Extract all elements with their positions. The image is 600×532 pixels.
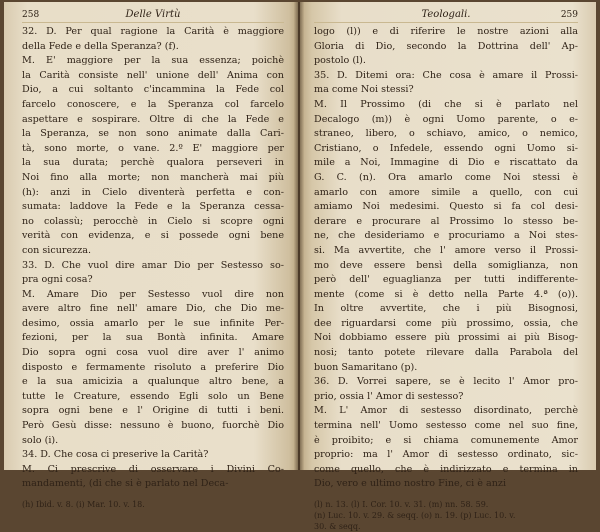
text-line: desimo, ossia amarlo per le sue infinite Per- <box>22 317 284 329</box>
text-line: tutte le Creature, essendo Egli solo un Bene <box>22 390 284 402</box>
text-line: avere altro fine nell' amare Dio, che Dio me- <box>22 303 284 315</box>
text-line: mandamenti, (di che si è parlato nel Deca- <box>22 478 229 490</box>
text-line: Noi fino alla morte; non mancherà mai più <box>22 171 284 183</box>
left-footnotes <box>22 499 284 510</box>
text-line: Decalogo (m)) è ogni Uomo parente, o e- <box>314 113 578 125</box>
book-gutter <box>294 2 304 470</box>
text-line: amiamo Noi medesimi. Questo si fa col desi- <box>314 201 578 213</box>
text-line: della Fede e della Speranza? (f). <box>22 40 179 52</box>
text-line: pra ogni cosa? <box>22 274 93 286</box>
text-line: straneo, libero, o schiavo, amico, o nemico, <box>314 128 578 140</box>
right-page-header <box>314 8 578 23</box>
text-line: M. Amare Dio per Sestesso vuol dire non <box>22 288 284 300</box>
footnote-line: (h) Ibid. v. 8. (i) Mar. 10. v. 18. <box>22 500 145 509</box>
text-line: la Carità consiste nell' unione dell' Anima con <box>22 69 284 81</box>
text-line: derare e procurare al Prossimo lo stesso be- <box>314 215 578 227</box>
text-line: Però Gesù disse: nessuno è buono, fuorchè Dio <box>22 420 284 432</box>
text-line: buon Samaritano (p). <box>314 361 418 373</box>
text-line: sopra ogni bene e l' Origine di tutti i beni. <box>22 405 284 417</box>
text-line: proprio: ma l' Amor di sestesso ordinato, sic- <box>314 449 578 461</box>
text-line: Dio, a cui soltanto c'incammina la Fede col <box>22 84 284 96</box>
text-line: Gloria di Dio, secondo la Dottrina dell' Ap- <box>314 40 578 52</box>
text-line: Dio, vero e ultimo nostro Fine, ci è anzi <box>314 478 507 490</box>
text-line: farcelo conoscere, e la Speranza col farcelo <box>22 98 284 110</box>
right-page <box>300 2 596 531</box>
text-line: mo deve essere bensì della somiglianza, non <box>314 259 578 271</box>
left-page-header <box>22 8 284 23</box>
text-line: M. E' maggiore per la sua essenza; poichè <box>22 55 284 67</box>
text-line: come quello, che è indirizzato e termina in <box>314 463 578 475</box>
text-line: mente (come si è detto nella Parte 4.ª (o)). <box>314 288 578 300</box>
text-line: no colassù; perocchè in Cielo si scopre ogni <box>22 215 284 227</box>
left-footnote-rule <box>22 496 284 497</box>
text-line: 33. D. Che vuol dire amar Dio per Sestesso so- <box>22 259 284 271</box>
text-line: M. L' Amor di sestesso disordinato, perchè <box>314 405 578 417</box>
right-page-body <box>314 25 578 492</box>
text-line: ma come Noi stessi? <box>314 84 414 96</box>
text-line: è proibito; e si chiama comunemente Amor <box>314 434 578 446</box>
text-line: 36. D. Vorrei sapere, se è lecito l' Amor pro- <box>314 376 578 388</box>
text-line: fezioni, per la sua Bontà infinita. Amare <box>22 332 284 344</box>
left-running-title: Delle Virtù <box>125 9 181 20</box>
text-line: M. Ci prescrive di osservare i Divini Co- <box>22 463 284 475</box>
text-line: amarlo con amore simile a quello, con cui <box>314 186 578 198</box>
footnote-line: 30. & seqq. <box>314 522 361 531</box>
text-line: 35. D. Ditemi ora: Che cosa è amare il Prossi- <box>314 69 578 81</box>
text-line: con sicurezza. <box>22 244 92 256</box>
text-line: M. Il Prossimo (di che si è parlato nel <box>314 98 578 110</box>
text-line: In oltre avvertite, che i più Bisognosi, <box>314 303 578 315</box>
text-line: verità con evidenza, e si possede ogni bene <box>22 230 284 242</box>
text-line: e la sua amicizia a qualunque altro bene, a <box>22 376 284 388</box>
text-line: disposto e fermamente risoluto a preferire Dio <box>22 361 284 373</box>
footnote-line: (n) Luc. 10. v. 29. & seqq. (o) n. 19. (p) Luc. 10. v. <box>314 511 516 520</box>
text-line: logo (l)) e di riferire le nostre azioni alla <box>314 26 578 37</box>
text-line: si. Ma avvertite, che l' amore verso il Prossi- <box>314 244 578 256</box>
right-footnotes <box>314 499 578 532</box>
text-line: Cristiano, o Infedele, essendo ogni Uomo si- <box>314 142 578 154</box>
right-running-title: Teologali. <box>421 9 471 20</box>
text-line: termina nell' Uomo sestesso come nel suo fine, <box>314 420 578 432</box>
left-page <box>4 2 298 509</box>
text-line: 32. D. Per qual ragione la Carità è maggiore <box>22 26 284 37</box>
text-line: aspettare e sospirare. Oltre di che la Fede e <box>22 113 284 125</box>
text-line: però dell' eguaglianza per tutti indifferente- <box>314 274 578 286</box>
text-line: prio, ossia l' Amor di sestesso? <box>314 390 464 402</box>
text-line: nosi; tanto potete rilevare dalla Parabola del <box>314 347 578 359</box>
text-line: 34. D. Che cosa ci preserive la Carità? <box>22 449 209 461</box>
text-line: Noi dobbiamo essere più prossimi ai più Bisog- <box>314 332 578 344</box>
left-page-body <box>22 25 284 492</box>
text-line: G. C. (n). Ora amarlo come Noi stessi è <box>314 171 578 183</box>
open-book <box>4 2 596 531</box>
text-line: Dio sopra ogni cosa vuol dire aver l' animo <box>22 347 284 359</box>
text-line: dee riguardarsi come più prossimo, ossia, che <box>314 317 578 329</box>
text-line: la Speranza, se non sono animate dalla Cari- <box>22 128 284 140</box>
text-line: postolo (l). <box>314 55 366 67</box>
right-footnote-rule <box>314 496 578 497</box>
text-line: tà, sono morte, o vane. 2.º E' maggiore per <box>22 142 284 154</box>
footnote-line: (l) n. 13. (l) I. Cor. 10. v. 31. (m) nn. 58. 59. <box>314 500 489 509</box>
left-page-number: 258 <box>22 10 40 20</box>
text-line: solo (i). <box>22 434 59 446</box>
right-page-number: 259 <box>560 10 578 20</box>
text-line: mile a Noi, Immagine di Dio e riscattato da <box>314 157 578 169</box>
text-line: (h): anzi in Cielo diventerà perfetta e con- <box>22 186 284 198</box>
text-line: sumata: laddove la Fede e la Speranza cessa- <box>22 201 284 213</box>
text-line: ne, che desideriamo e procuriamo a Noi stes- <box>314 230 578 242</box>
text-line: la sua durata; perchè qualora perseveri in <box>22 157 284 169</box>
